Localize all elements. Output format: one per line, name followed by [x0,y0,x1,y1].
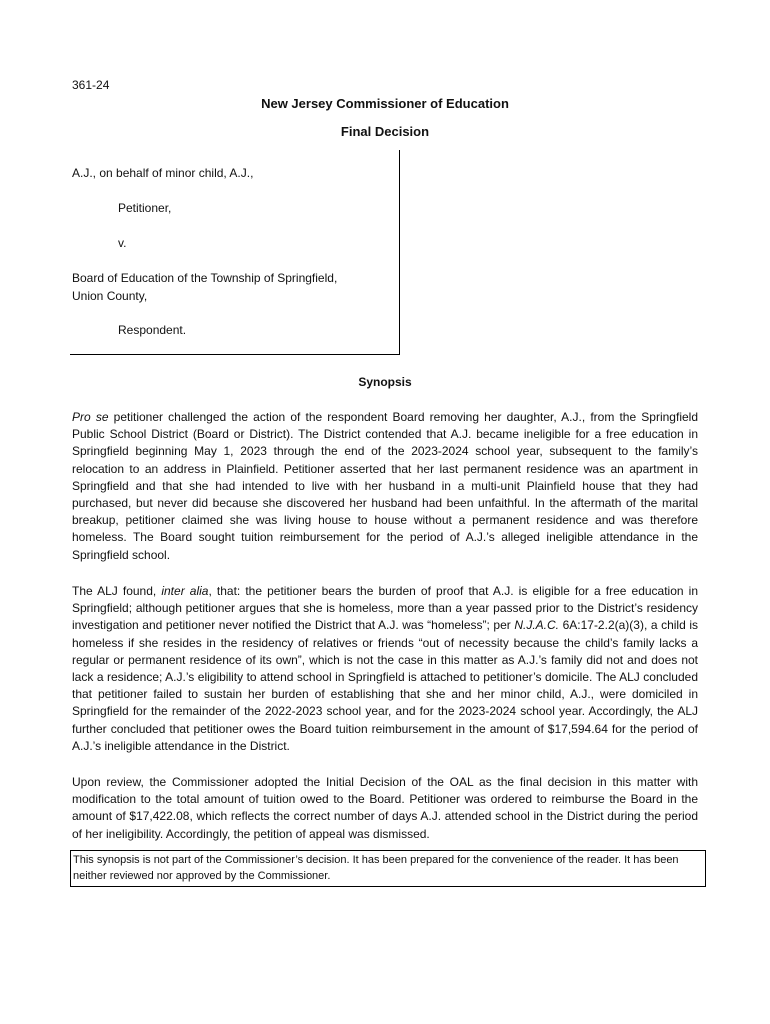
respondent-line-2: Union County, [72,289,148,303]
petitioner-name: A.J., on behalf of minor child, A.J., [72,166,254,180]
paragraph-2-text-a: The ALJ found, [72,584,162,598]
synopsis-heading: Synopsis [358,375,412,389]
synopsis-paragraph-3: Upon review, the Commissioner adopted the Initial Decision of the OAL as the final decision in this matter with modification to the total amount of tuition owed to the Board. Petitioner was ordered to reimburse the Board in the amount of $17,422.08, which reflects the correct number of days A.J. attended school in the District during the period of her ineligibility. Accordingly, the petition of appeal was dismissed. [72,775,698,841]
paragraph-2-text-b: , that: the petitioner bears the burden of proof that A.J. is eligible for a free education in Springfield; although petitioner argues that she is homeless, more than a year passed prior to the District’s residency investigation and petitioner never notified the District that A.J. was “homeless”; per [72,584,699,633]
petitioner-role: Petitioner, [118,201,172,215]
njac-italic: N.J.A.C. [514,618,560,633]
pro-se-italic: Pro se [72,410,109,424]
decision-type: Final Decision [340,124,430,139]
agency-title: New Jersey Commissioner of Education [261,96,509,111]
versus: v. [118,236,127,250]
synopsis-paragraph-2 [72,583,698,755]
synopsis-paragraph-1 [72,409,698,564]
respondent-role: Respondent. [118,323,187,337]
disclaimer-box: This synopsis is not part of the Commissioner’s decision. It has been prepared for the convenience of the reader. It has been neither reviewed nor approved by the Commissioner. [70,850,706,887]
paragraph-2-text-c: 6A:17-2.2(a)(3), a child is homeless if she resides in the residency of relatives or friends “out of necessity because the child’s family lacks a regular or permanent residence of its own”, which is not the case in this matter as A.J.’s family did not and does not lack a residence; A.J.’s eligibility to attend school in Springfield is attached to petitioner’s domicile. The ALJ concluded that petitioner failed to sustain her burden of establishing that she and her minor child, A.J., were domiciled in Springfield for the remainder of the 2022-2023 school year, and for the 2023-2024 school year. Accordingly, the ALJ further concluded that petitioner owes the Board tuition reimbursement in the amount of $17,594.64 for the period of A.J.’s ineligible attendance in the District. [72,618,698,753]
inter-alia-italic: inter alia [161,584,209,598]
respondent-line-1: Board of Education of the Township of Springfield, [72,271,338,285]
docket-number: 361-24 [72,78,110,92]
paragraph-1-text: petitioner challenged the action of the respondent Board removing her daughter, A.J., from the Springfield Public School District (Board or District). The District contended that A.J. became ineligible for a free education in Springfield beginning May 1, 2023 through the end of the 2023-2024 school year, subsequent to the family’s relocation to an address in Plainfield. Petitioner asserted that her last permanent residence was an apartment in Springfield and that she had intended to live with her husband in a multi-unit Plainfield house that they had purchased, but never did because she discovered her husband had been unfaithful. In the aftermath of the marital breakup, petitioner claimed she was living house to house without a permanent residence and was therefore homeless. The Board sought tuition reimbursement for the period of A.J.’s alleged ineligible attendance in the Springfield school. [72,410,698,562]
case-caption-box [70,150,400,355]
